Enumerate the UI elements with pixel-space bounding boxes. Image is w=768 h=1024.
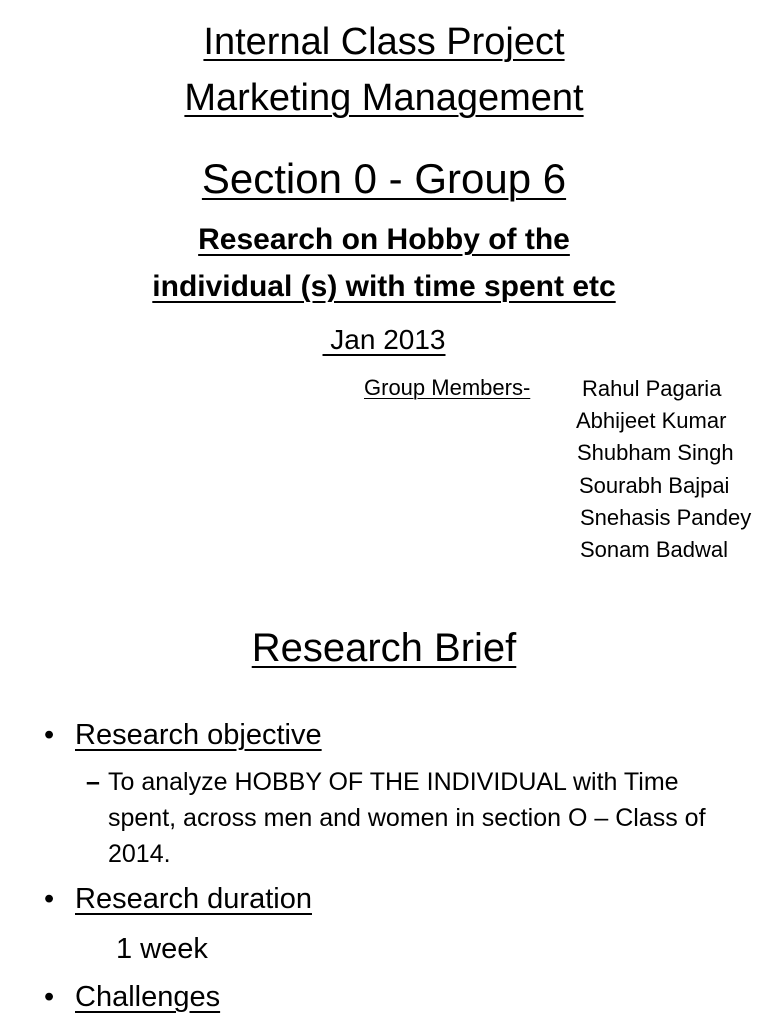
- bullet-icon: •: [44, 981, 55, 1013]
- bullet-icon: •: [44, 883, 55, 915]
- group-members-label: [364, 374, 530, 402]
- title-line-1: [0, 18, 768, 66]
- bullet-research-objective: [44, 716, 322, 754]
- section-group-text: Section 0 - Group 6: [201, 155, 567, 202]
- research-duration-heading: Research duration: [75, 883, 312, 915]
- bullet-research-duration: [44, 880, 312, 918]
- group-members-label-text: Group Members-: [364, 375, 531, 400]
- group-member: Shubham Singh: [577, 440, 734, 466]
- topic-line-1: [0, 219, 768, 261]
- date-text: Jan 2013: [322, 324, 446, 355]
- title-line-2-text: Marketing Management: [184, 77, 584, 119]
- group-member: Rahul Pagaria: [582, 376, 722, 401]
- challenges-heading: Challenges: [75, 981, 221, 1013]
- research-brief-title: [0, 622, 768, 674]
- title-line-1-text: Internal Class Project: [203, 21, 565, 63]
- group-member: Sourabh Bajpai: [579, 472, 730, 498]
- group-member: Snehasis Pandey: [580, 504, 752, 530]
- section-group-heading: [0, 152, 768, 206]
- bullet-challenges: [44, 978, 220, 1016]
- group-member: Sonam Badwal: [580, 537, 728, 563]
- research-objective-detail: [86, 764, 746, 872]
- date: [0, 322, 768, 358]
- group-members-list: [576, 373, 751, 566]
- research-objective-text: To analyze HOBBY OF THE INDIVIDUAL with Time spent, across men and women in section O – Class of 2014.: [108, 768, 706, 868]
- dash-icon: –: [86, 768, 100, 796]
- research-duration-value: 1 week: [116, 933, 208, 965]
- topic-line-1-text: Research on Hobby of the: [198, 223, 570, 256]
- bullet-icon: •: [44, 719, 55, 751]
- research-brief-title-text: Research Brief: [251, 626, 517, 670]
- topic-line-2: [0, 266, 768, 308]
- topic-line-2-text: individual (s) with time spent etc: [152, 270, 616, 303]
- title-line-2: [0, 74, 768, 122]
- group-member: Abhijeet Kumar: [576, 408, 727, 434]
- research-objective-heading: Research objective: [75, 719, 322, 751]
